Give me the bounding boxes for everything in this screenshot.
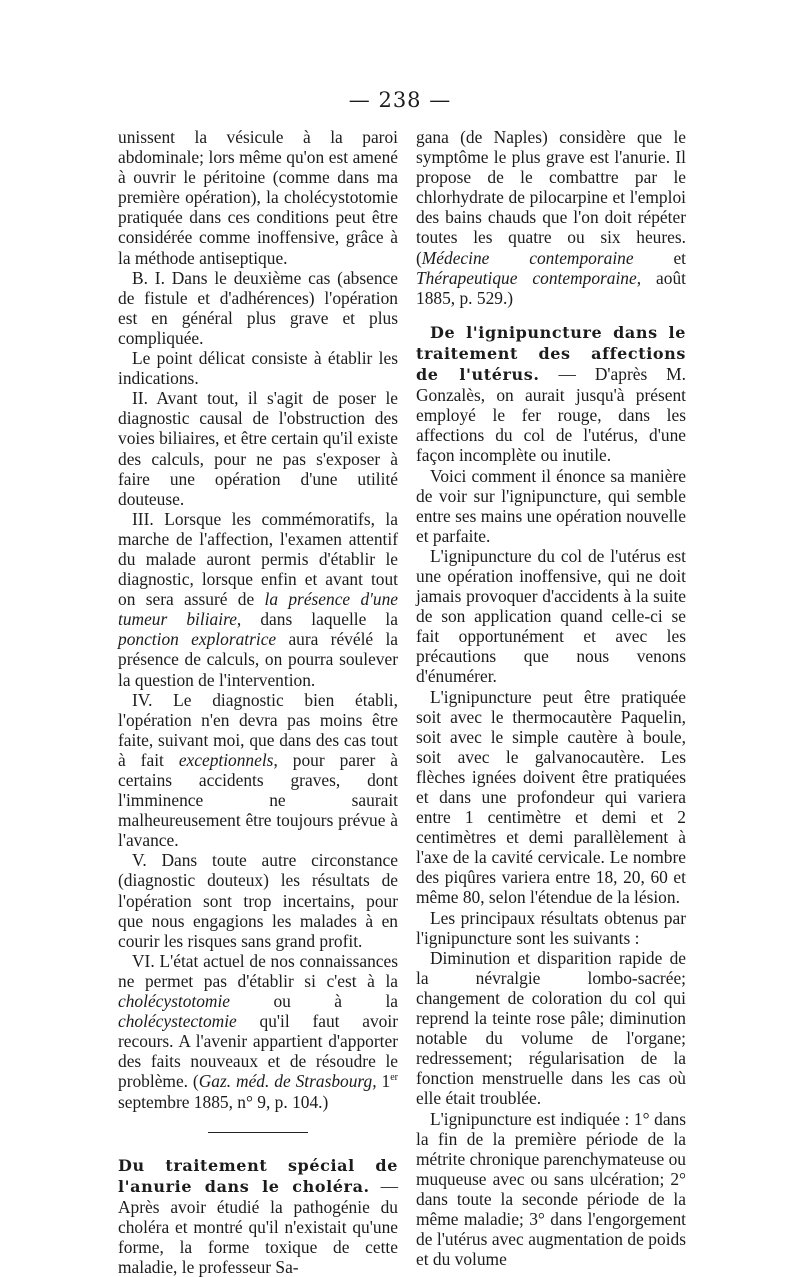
paragraph: B. I. Dans le deuxième cas (absence de fistule et d'adhérences) l'opération est en général plus grave et plus compliquée. [118, 267, 398, 348]
text-run: et [633, 247, 686, 268]
italic-run: la présence d'une tumeur biliaire [118, 589, 398, 630]
italic-run: Thérapeutique contemporaine [416, 267, 637, 288]
paragraph [118, 1155, 398, 1277]
text-run: septembre 1885, n° 9, p. 104.) [118, 1091, 329, 1112]
text-run: qu'il faut avoir recours. A l'avenir appartient d'apporter des faits nouveaux et de résoudre le problème. ( [118, 1011, 398, 1092]
paragraph: L'ignipuncture peut être pratiquée soit avec le thermocautère Paquelin, soit avec le simple cautère à boule, soit avec le galvanocautère. Les flèches ignées doivent être pratiquées et dans une profondeur qui variera entre 1 centimètre et demi et 2 centimètres et demi parallèlement à l'axe de la cavité cervicale. Le nombre des piqûres variera entre 18, 20, 60 et même 80, selon l'étendue de la lésion. [416, 686, 686, 908]
paragraph [416, 127, 686, 308]
text-run: VI. L'état actuel de nos connaissances ne permet pas d'établir si c'est à la [118, 950, 398, 991]
italic-run: ponction exploratrice [118, 629, 277, 650]
paragraph: V. Dans toute autre circonstance (diagnostic douteux) les résultats de l'opération sont trop incertains, pour que nous engagions les malades à en courir les risques sans grand profit. [118, 850, 398, 951]
italic-run: Médecine contemporaine [421, 247, 634, 268]
citation-run: Gaz. méd. de Strasbourg, [198, 1071, 377, 1092]
paragraph: unissent la vésicule à la paroi abdominale; lors même qu'on est amené à ouvrir le péritoine (comme dans ma première opération), la cholécystotomie pratiquée dans ces conditions peut être considérée comme inoffensive, grâce à la méthode antiseptique. [118, 127, 398, 268]
text-run: aura révélé la présence de calculs, on pourra soulever la question de l'intervention. [118, 629, 398, 690]
italic-run: exceptionnels [178, 749, 274, 770]
paragraph: L'ignipuncture est indiquée : 1° dans la fin de la première période de la métrite chronique parenchymateuse ou muqueuse avec ou sans ulcération; 2° dans toute la seconde période de la même maladie; 3° dans l'engorgement de l'utérus avec augmentation de poids et du volume [416, 1108, 686, 1270]
text-run: ou à la [230, 991, 398, 1012]
section-heading: De l'ignipuncture dans le traitement des affections de l'utérus. [416, 322, 686, 385]
section-divider [208, 1132, 308, 1133]
page-number: — 238 — [348, 88, 452, 112]
paragraph [118, 690, 398, 851]
right-column [416, 127, 686, 1269]
text-run: — D'après M. Gonzalès, on aurait jusqu'à présent employé le fer rouge, dans les affections du col de l'utérus, d'une façon incomplète ou inutile. [416, 364, 686, 466]
paragraph [118, 951, 398, 1112]
text-run: , pour parer à certains accidents graves, dont l'imminence ne saurait malheureusement être toujours prévue à l'avance. [118, 749, 398, 851]
italic-run: cholécystectomie [118, 1011, 237, 1032]
italic-run: cholécystotomie [118, 991, 231, 1012]
paragraph: Diminution et disparition rapide de la névralgie lombo-sacrée; changement de coloration du col qui reprend la teinte rose pâle; diminution notable du volume de l'organe; redressement; régularisation de la fonction menstruelle dans les cas où elle était troublée. [416, 947, 686, 1109]
section-heading: Du traitement spécial de l'anurie dans le choléra. [118, 1155, 398, 1196]
text-run: III. Lorsque les commémoratifs, la marche de l'affection, l'examen attentif du malade auront permis d'établir le diagnostic, lorsque enfin et avant tout on sera assuré de [118, 508, 398, 610]
paragraph: Les principaux résultats obtenus par l'ignipuncture sont les suivants : [416, 907, 686, 948]
text-run: 1 [376, 1071, 391, 1092]
paragraph: II. Avant tout, il s'agit de poser le diagnostic causal de l'obstruction des voies biliaires, et être certain qu'il existe des calculs, pour ne pas s'exposer à faire une opération d'une utilité douteuse. [118, 388, 398, 509]
paragraph: L'ignipuncture du col de l'utérus est une opération inoffensive, qui ne doit jamais provoquer d'accidents à la suite de son application quand celle-ci se fait opportunément et avec les précautions que nous venons d'énumérer. [416, 545, 686, 687]
text-run: , août 1885, p. 529.) [416, 267, 686, 308]
superscript: er [390, 1072, 399, 1084]
paragraph: Le point délicat consiste à établir les indications. [118, 348, 398, 389]
paragraph: Voici comment il énonce sa manière de voir sur l'ignipuncture, qui semble entre ses mains une opération nouvelle et parfaite. [416, 465, 686, 546]
paragraph [118, 509, 398, 690]
text-run: , dans laquelle la [236, 609, 398, 630]
left-column [118, 127, 398, 1277]
text-run: — Après avoir étudié la pathogénie du choléra et montré qu'il n'existait qu'une forme, la forme toxique de cette maladie, le professeur Sa- [118, 1175, 398, 1277]
text-run: gana (de Naples) considère que le symptôme le plus grave est l'anurie. Il propose de le combattre par le chlorhydrate de pilocarpine et l'emploi des bains chauds que l'on doit répéter toutes les quatre ou six heures. ( [416, 127, 686, 268]
paragraph [416, 322, 686, 466]
text-run: IV. Le diagnostic bien établi, l'opération n'en devra pas moins être faite, suivant moi, que dans des cas tout à fait [118, 689, 398, 770]
